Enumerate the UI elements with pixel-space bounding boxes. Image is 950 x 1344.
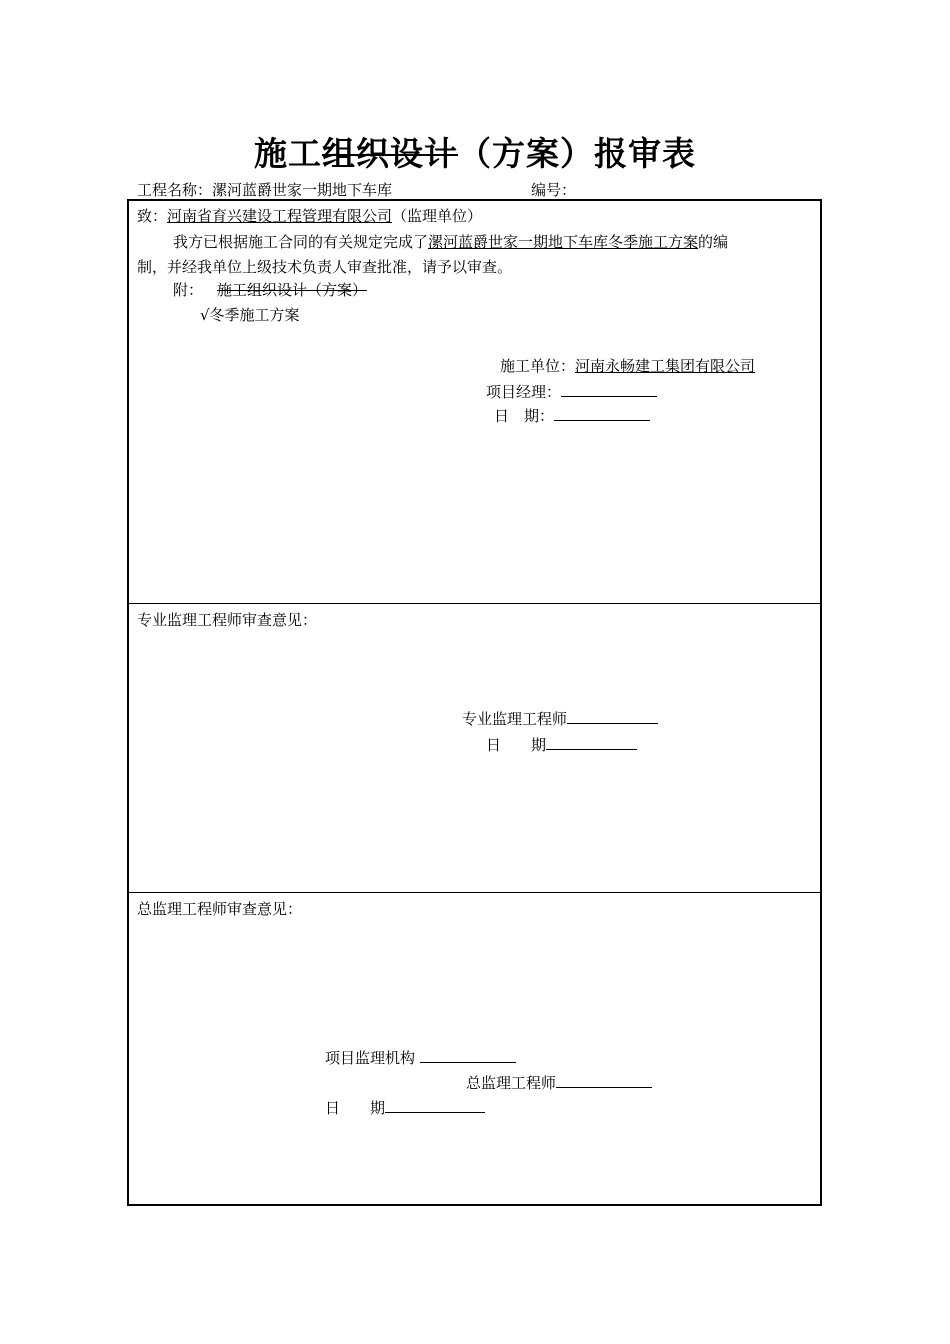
sec3-chief-line (466, 1072, 652, 1093)
title-part-c: （方案）报审表 (458, 134, 696, 173)
sec2-date-line (486, 734, 637, 755)
body-line-2: 制，并经我单位上级技术负责人审查批准，请予以审查。 (137, 258, 513, 276)
date-line-1 (494, 405, 650, 426)
divider-1 (127, 603, 822, 604)
title-part-b: 组织设计 (322, 134, 458, 173)
pm-blank (561, 382, 657, 397)
body-plan: 漯河蓝爵世家一期地下车库冬季施工方案 (428, 233, 699, 251)
date-blank-1 (554, 406, 650, 421)
divider-2 (127, 892, 822, 893)
sec3-date-blank (385, 1098, 485, 1113)
attach-checked: √冬季施工方案 (200, 306, 300, 324)
sec2-engineer-line (462, 708, 658, 729)
contractor-line (500, 355, 755, 376)
to-line (137, 205, 482, 226)
sec3-date-line (325, 1097, 485, 1118)
project-name: 漯河蓝爵世家一期地下车库 (212, 181, 393, 199)
title-part-a: 施工 (254, 134, 322, 173)
sec3-chief-blank (556, 1073, 652, 1088)
sec2-engineer-label: 专业监理工程师 (462, 710, 568, 728)
sec3-chief-label: 总监理工程师 (466, 1074, 557, 1092)
number-label: 编号： (531, 181, 577, 199)
sec2-date-label: 日 期 (486, 736, 547, 754)
sec3-heading: 总监理工程师审查意见： (137, 900, 303, 918)
date-label-1: 日 期： (494, 407, 555, 425)
body-a: 我方已根据施工合同的有关规定完成了 (173, 233, 429, 251)
to-unit: 河南省育兴建设工程管理有限公司 (167, 207, 393, 225)
pm-label: 项目经理： (486, 383, 562, 401)
sec2-heading: 专业监理工程师审查意见： (137, 611, 318, 629)
page-title (0, 128, 950, 175)
to-suffix: （监理单位） (392, 207, 483, 225)
sec3-date-label: 日 期 (325, 1099, 386, 1117)
sec2-date-blank (546, 735, 637, 750)
sec3-org-blank (420, 1048, 516, 1063)
project-row (137, 179, 392, 200)
sec3-org-label: 项目监理机构 (325, 1049, 416, 1067)
attach-struck: 施工组织设计（方案） (217, 281, 368, 299)
project-label: 工程名称： (137, 181, 213, 199)
to-label: 致： (137, 207, 168, 225)
contractor-name: 河南永畅建工集团有限公司 (575, 357, 756, 375)
attach-label: 附： (173, 281, 204, 299)
body-b: 的编 (698, 233, 729, 251)
contractor-label: 施工单位： (500, 357, 576, 375)
sec2-engineer-blank (567, 709, 658, 724)
sec3-org-line (325, 1047, 516, 1068)
body-line-1 (173, 231, 728, 252)
pm-line (486, 381, 657, 402)
